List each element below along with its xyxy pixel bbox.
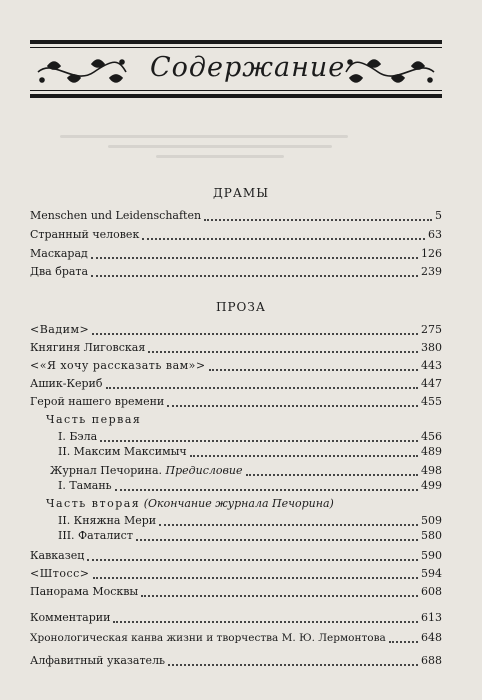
toc-entry[interactable]	[30, 340, 442, 356]
entry-page: 613	[421, 611, 442, 624]
dot-leader	[91, 275, 418, 277]
entry-page: 239	[421, 265, 442, 278]
entry-page: 688	[421, 654, 442, 667]
entry-title: Панорама Москвы	[30, 585, 139, 598]
bleed-through	[60, 128, 380, 168]
entry-title: Княгиня Лиговская	[30, 341, 146, 354]
dot-leader	[159, 524, 418, 526]
dot-leader	[113, 621, 418, 623]
dot-leader	[190, 455, 418, 457]
contents-title: Содержание	[150, 52, 346, 83]
dot-leader	[209, 369, 418, 371]
entry-page: 5	[435, 209, 442, 222]
toc-entry[interactable]	[30, 264, 442, 280]
toc-entry[interactable]	[30, 630, 442, 646]
entry-page: 594	[421, 567, 442, 580]
entry-page: 456	[421, 430, 442, 443]
entry-title: Алфавитный указатель	[30, 654, 166, 667]
entry-title: <Вадим>	[30, 323, 90, 336]
entry-page: 443	[421, 359, 442, 372]
entry-title-main: Часть вторая	[46, 497, 141, 510]
toc-entry[interactable]	[58, 528, 442, 544]
entry-page: 498	[421, 464, 442, 477]
dot-leader	[142, 238, 425, 240]
entry-title: Часть первая	[46, 413, 142, 426]
toc-entry[interactable]	[30, 208, 442, 224]
entry-page: 509	[421, 514, 442, 527]
dot-leader	[115, 489, 418, 491]
entry-title: Хронологическая канва жизни и творчества М. Ю. Лермонтова	[30, 632, 386, 644]
section-title-dramy: ДРАМЫ	[212, 186, 269, 200]
entry-page: 590	[421, 549, 442, 562]
dot-leader	[167, 405, 418, 407]
dot-leader	[168, 664, 418, 666]
toc-subheading	[46, 412, 442, 428]
dot-leader	[246, 474, 419, 476]
entry-title: Кавказец	[30, 549, 85, 562]
toc-entry[interactable]	[30, 227, 442, 243]
entry-title: Ашик-Кериб	[30, 377, 103, 390]
entry-title: <Штосс>	[30, 567, 90, 580]
header-banner	[30, 40, 442, 98]
section-title-proza: ПРОЗА	[216, 300, 266, 314]
toc-entry[interactable]	[30, 246, 442, 262]
entry-title-italic: (Окончание журнала Печорина)	[143, 497, 334, 510]
entry-title: I. Бэла	[58, 430, 98, 443]
entry-page: 455	[421, 395, 442, 408]
dot-leader	[100, 440, 418, 442]
entry-title	[50, 463, 243, 479]
dot-leader	[204, 219, 432, 221]
toc-entry[interactable]	[30, 358, 442, 374]
entry-page: 499	[421, 479, 442, 492]
entry-title: I. Тамань	[58, 479, 112, 492]
dot-leader	[93, 577, 418, 579]
dot-leader	[148, 351, 418, 353]
entry-page: 648	[421, 631, 442, 644]
entry-title: <«Я хочу рассказать вам»>	[30, 359, 206, 372]
toc-entry[interactable]	[50, 463, 442, 479]
entry-page: 489	[421, 445, 442, 458]
entry-page: 580	[421, 529, 442, 542]
entry-page: 275	[421, 323, 442, 336]
dot-leader	[92, 333, 418, 335]
entry-title: II. Максим Максимыч	[58, 445, 187, 458]
entry-page: 447	[421, 377, 442, 390]
floral-ornament-icon	[34, 54, 129, 90]
toc-entry[interactable]	[58, 478, 442, 494]
entry-title	[46, 496, 334, 512]
toc-entry[interactable]	[30, 376, 442, 392]
entry-title: Странный человек	[30, 228, 140, 241]
entry-title: Комментарии	[30, 611, 111, 624]
floral-ornament-icon	[343, 54, 438, 90]
entry-page: 126	[421, 247, 442, 260]
toc-subheading	[46, 496, 442, 512]
dot-leader	[106, 387, 419, 389]
entry-page: 380	[421, 341, 442, 354]
toc-entry[interactable]	[58, 513, 442, 529]
entry-title: Герой нашего времени	[30, 395, 165, 408]
entry-title: Маскарад	[30, 247, 88, 260]
entry-title: II. Княжна Мери	[58, 514, 157, 527]
entry-page: 63	[428, 228, 442, 241]
dot-leader	[389, 641, 418, 643]
toc-entry[interactable]	[30, 322, 442, 338]
toc-entry[interactable]	[30, 653, 442, 669]
entry-title-italic: Предисловие	[165, 464, 243, 477]
dot-leader	[141, 595, 418, 597]
toc-entry[interactable]	[30, 548, 442, 564]
entry-title: Menschen und Leidenschaften	[30, 209, 202, 222]
toc-entry[interactable]	[30, 610, 442, 626]
toc-entry[interactable]	[30, 394, 442, 410]
dot-leader	[87, 559, 418, 561]
entry-title-main: Журнал Печорина.	[50, 464, 163, 477]
toc-entry[interactable]	[58, 444, 442, 460]
dot-leader	[91, 257, 418, 259]
toc-entry[interactable]	[30, 584, 442, 600]
entry-title: III. Фаталист	[58, 529, 133, 542]
entry-title: Два брата	[30, 265, 89, 278]
toc-entry[interactable]	[58, 429, 442, 445]
entry-page: 608	[421, 585, 442, 598]
dot-leader	[136, 539, 418, 541]
toc-entry[interactable]	[30, 566, 442, 582]
